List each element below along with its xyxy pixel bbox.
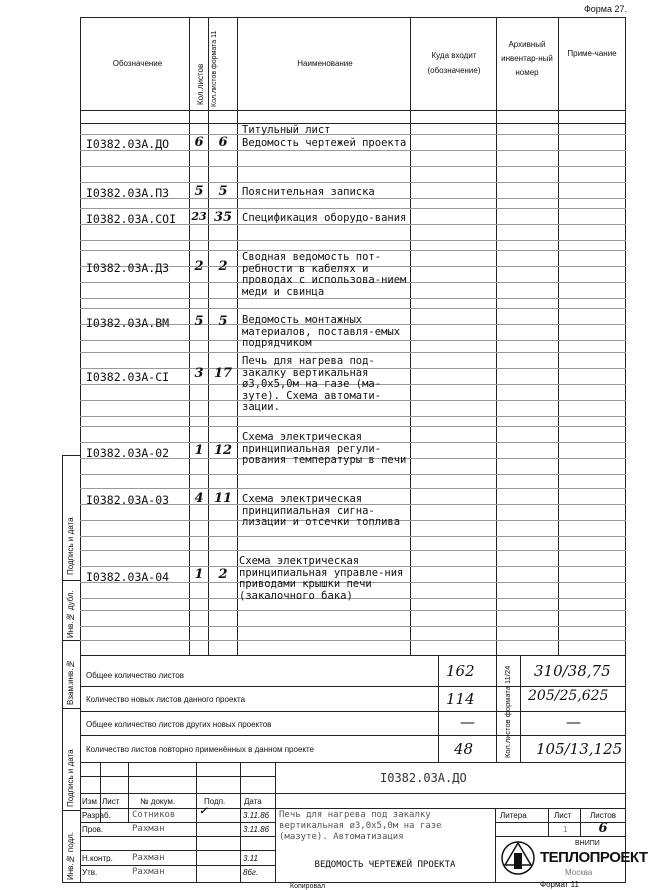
totals-side-label: Кол.листов формата 11/24 [503, 665, 512, 758]
row-name: Печь для нагрева под-закалку вертикальная ø3,0х5,0м на газе (ма-зуте). Схема автомати-зации. [242, 355, 382, 413]
total-value: — [460, 713, 475, 731]
row-name: Сводная ведомость пот-ребности в кабелях и проводах с использова-нием меди и свинца [242, 251, 407, 298]
header-where-used: Куда входит (обозначение) [427, 51, 481, 75]
row-sheets: 3 [194, 366, 204, 381]
row-format: 2 [218, 259, 228, 274]
row-rule [80, 208, 626, 209]
row-format: 12 [213, 443, 233, 458]
row-name: Пояснительная записка [242, 186, 375, 198]
org-name: ТЕПЛОПРОЕКТ [540, 849, 648, 866]
total-label: Количество новых листов данного проекта [86, 695, 246, 704]
row-code: I0382.03А.ДЗ [86, 261, 170, 275]
header-format-count: Кол.листов формата 11 [211, 30, 218, 107]
side-stamp-field: Подпись и дата [66, 749, 75, 807]
total-format: 105/13,125 [536, 740, 623, 758]
row-format: 5 [218, 184, 228, 199]
row-format: 11 [213, 491, 233, 506]
sheet-value: 1 [563, 825, 568, 834]
row-format: 2 [218, 567, 228, 582]
col-header-sheet: Лист [102, 797, 120, 806]
role-date: 86г. [243, 868, 259, 877]
row-code: I0382.03А-04 [86, 570, 170, 584]
row-format: 35 [213, 210, 233, 225]
doc-title: ВЕДОМОСТЬ ЧЕРТЕЖЕЙ ПРОЕКТА [314, 860, 456, 870]
side-stamp-field: Подпись и дата [66, 517, 75, 575]
total-label: Количество листов повторно применённых в данном проекте [86, 745, 314, 754]
footer-copied: Копировал [290, 883, 326, 890]
row-rule [80, 166, 626, 167]
total-value: 114 [446, 690, 475, 708]
row-sheets: 6 [194, 135, 204, 150]
footer-format: Формат 11 [540, 880, 579, 889]
row-rule [80, 298, 626, 299]
col-header-date: Дата [244, 797, 262, 806]
row-rule [80, 488, 626, 489]
row-sheets: 4 [194, 491, 204, 506]
row-name: Схема электрическая принципиальная регули-рования температуры в печи [242, 431, 407, 466]
row-name: Ведомость монтажных материалов, поставля-емых подрядчиком [242, 314, 401, 349]
row-rule [80, 182, 626, 183]
row-rule [80, 536, 626, 537]
row-code: I0382.03А.ДО [86, 137, 170, 151]
row-rule [80, 550, 626, 551]
row-code: I0382.03А.ПЗ [86, 186, 170, 200]
role-name: Рахман [132, 824, 165, 834]
total-format: — [566, 713, 581, 731]
col-header-signature: Подп. [204, 797, 226, 806]
role-date: 3.11.86 [243, 811, 270, 820]
role-name: Рахман [132, 853, 165, 863]
row-rule [80, 474, 626, 475]
row-sheets: 1 [194, 567, 204, 582]
total-value: 48 [454, 740, 474, 758]
row-rule [80, 308, 626, 309]
role-label: Утв. [82, 868, 98, 877]
signature-icon: ✓ [199, 806, 208, 817]
side-stamp-field: Взам.инв.№ [66, 659, 75, 705]
sheet-label: Лист [554, 811, 572, 820]
total-format: 205/25,625 [528, 688, 609, 704]
row-rule [80, 240, 626, 241]
side-stamp-field: Инв.№ подл. [66, 831, 75, 880]
header-name: Наименование [297, 59, 353, 68]
org-logo-icon [500, 840, 536, 876]
row-sheets: 5 [194, 314, 204, 329]
total-value: 162 [446, 662, 475, 680]
col-header-change: Изм [82, 797, 97, 806]
form-label: Форма 27. [583, 4, 627, 14]
row-rule [80, 416, 626, 417]
role-name: Рахман [132, 867, 165, 877]
row-rule [80, 610, 626, 611]
row-format: 6 [218, 135, 228, 150]
row-sheets: 23 [191, 210, 207, 223]
total-format: 310/38,75 [534, 662, 611, 680]
row-code: I0382.03А-СI [86, 370, 170, 384]
row-name: Титульный лист [242, 124, 331, 136]
doc-code: I0382.03А.ДО [380, 771, 467, 785]
header-sheet-count: Кол.листов [196, 63, 205, 105]
role-date: 3.11.86 [243, 825, 270, 834]
role-name: Сотников [132, 810, 176, 820]
doc-description: Печь для нагрева под закалку вертикальная ø3,0х5,0м на газе (мазуте). Автоматизация [279, 810, 442, 842]
sheets-label: Листов [590, 811, 616, 820]
row-format: 17 [213, 366, 233, 381]
row-rule [80, 352, 626, 353]
row-format: 5 [218, 314, 228, 329]
row-rule [80, 426, 626, 427]
side-stamp-field: Инв.№ дубл. [66, 590, 75, 638]
row-code: I0382.03А.СОI [86, 212, 177, 226]
header-note: Приме-чание [567, 49, 617, 58]
col-header-doc-no: № докум. [140, 797, 176, 806]
row-sheets: 2 [194, 259, 204, 274]
row-name: Спецификация оборудо-вания [242, 212, 407, 224]
total-label: Общее количество листов [86, 671, 184, 680]
role-label: Разраб. [82, 811, 111, 820]
role-label: Пров. [82, 825, 104, 834]
total-label: Общее количество листов других новых проектов [86, 720, 272, 729]
row-code: I0382.03А-02 [86, 446, 170, 460]
row-rule [80, 640, 626, 641]
stage-label: Литера [500, 811, 527, 820]
row-code: I0382.03А.ВМ [86, 316, 170, 330]
role-date: 3.11 [243, 854, 258, 863]
row-name: Схема электрическая принципиальная сигна-лизации и отсечки топлива [242, 493, 401, 528]
header-archive: Архивный инвентар-ный номер [501, 40, 553, 77]
org-small: ВНИПИ [575, 840, 600, 847]
row-sheets: 5 [194, 184, 204, 199]
header-designation: Обозначение [112, 59, 163, 68]
sheets-value: 6 [598, 821, 608, 836]
row-code: I0382.03А-03 [86, 493, 170, 507]
row-name: Схема электрическая принципиальная управле-ния приводами крышки печи (закалочного бака) [239, 555, 404, 602]
row-name: Ведомость чертежей проекта [242, 137, 407, 149]
role-label: Н.контр. [82, 854, 113, 863]
org-city: Москва [565, 868, 593, 877]
row-rule [80, 626, 626, 627]
row-sheets: 1 [194, 443, 204, 458]
